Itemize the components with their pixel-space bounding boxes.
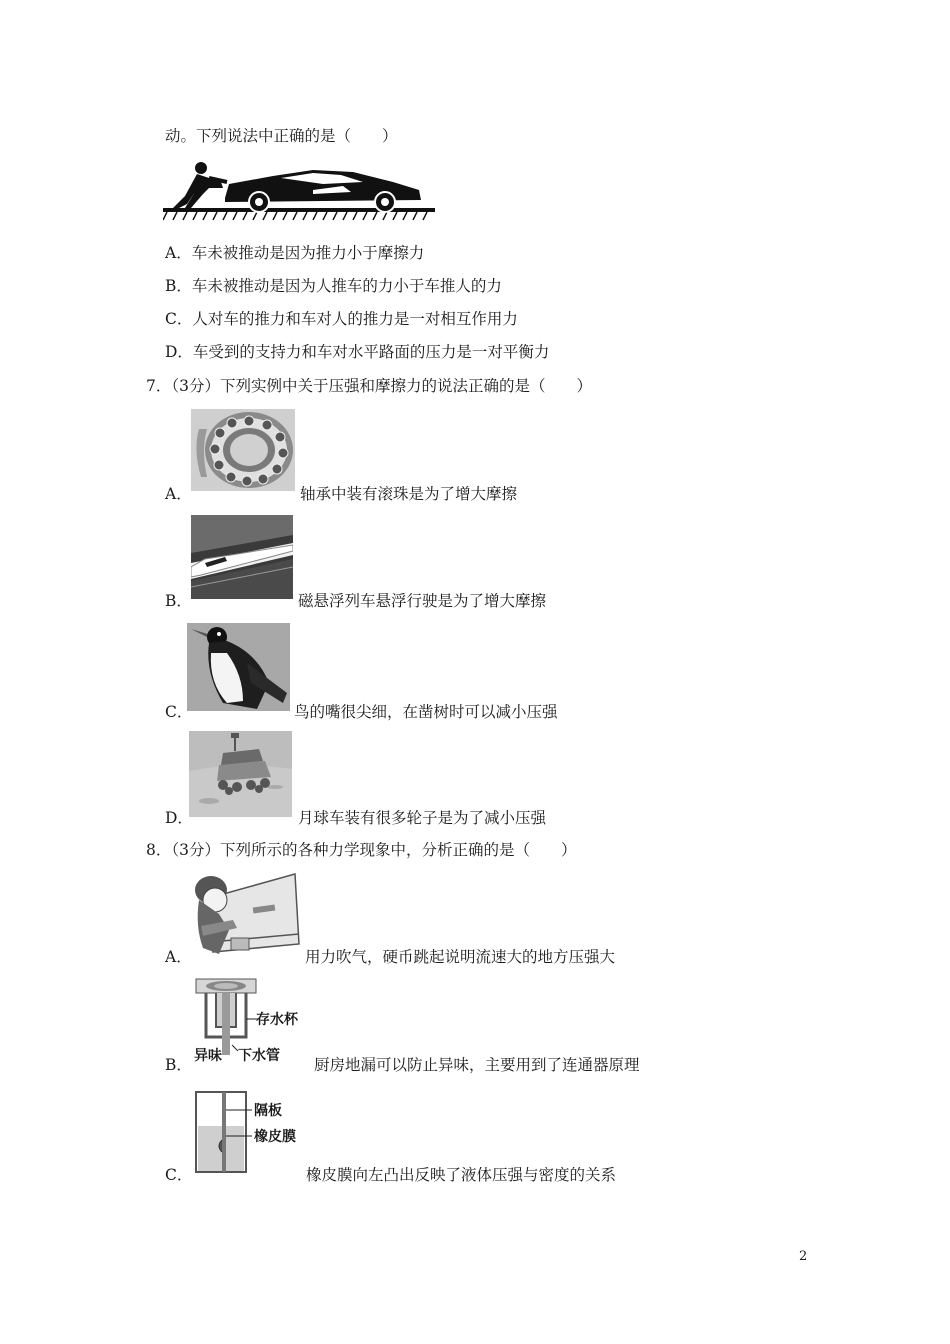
q6-option-d: D．车受到的支持力和车对水平路面的压力是一对平衡力 (165, 343, 550, 361)
q6-stem-tail: 动。下列说法中正确的是（ ） (165, 127, 398, 145)
q6-option-a: A．车未被推动是因为推力小于摩擦力 (165, 244, 425, 262)
q7-option-c-letter: C． (165, 703, 193, 721)
q8-option-b-text: 厨房地漏可以防止异味，主要用到了连通器原理 (314, 1056, 640, 1074)
q7-stem: 7．（3分）下列实例中关于压强和摩擦力的说法正确的是（ ） (146, 377, 592, 395)
fig-label-membrane: 橡皮膜 (254, 1129, 296, 1145)
q7-option-d-letter: D． (165, 809, 193, 827)
q8-option-a-text: 用力吹气，硬币跳起说明流速大的地方压强大 (305, 948, 616, 966)
fig-label-board: 隔板 (254, 1103, 282, 1119)
car-push-figure (163, 160, 435, 222)
q8-option-c-letter: C． (165, 1166, 193, 1184)
membrane-container-image (192, 1090, 312, 1176)
fig-label-smell: 异味 (194, 1048, 222, 1064)
q7-option-c-text: 鸟的嘴很尖细，在凿树时可以减小压强 (294, 703, 558, 721)
q7-option-d-text: 月球车装有很多轮子是为了减小压强 (298, 809, 547, 827)
q7-option-a-letter: A． (165, 485, 192, 503)
lunar-rover-image (189, 731, 292, 817)
q8-stem: 8．（3分）下列所示的各种力学现象中，分析正确的是（ ） (146, 841, 577, 859)
fig-label-pipe: 下水管 (238, 1048, 280, 1064)
q7-option-a-text: 轴承中装有滚珠是为了增大摩擦 (300, 485, 518, 503)
q7-option-b-letter: B． (165, 592, 192, 610)
woodpecker-image (187, 623, 290, 711)
q6-option-b: B．车未被推动是因为人推车的力小于车推人的力 (165, 277, 502, 295)
q8-option-c-text: 橡皮膜向左凸出反映了液体压强与密度的关系 (306, 1166, 617, 1184)
blow-coin-image (189, 870, 303, 954)
q7-option-b-text: 磁悬浮列车悬浮行驶是为了增大摩擦 (298, 592, 547, 610)
floor-drain-image (192, 975, 314, 1067)
q8-option-b-letter: B． (165, 1056, 192, 1074)
q6-option-c: C．人对车的推力和车对人的推力是一对相互作用力 (165, 310, 518, 328)
page-number: 2 (799, 1249, 808, 1264)
bearing-image (191, 409, 295, 491)
maglev-train-image (191, 515, 293, 599)
q8-option-a-letter: A． (165, 948, 192, 966)
fig-label-cup: 存水杯 (256, 1012, 298, 1028)
